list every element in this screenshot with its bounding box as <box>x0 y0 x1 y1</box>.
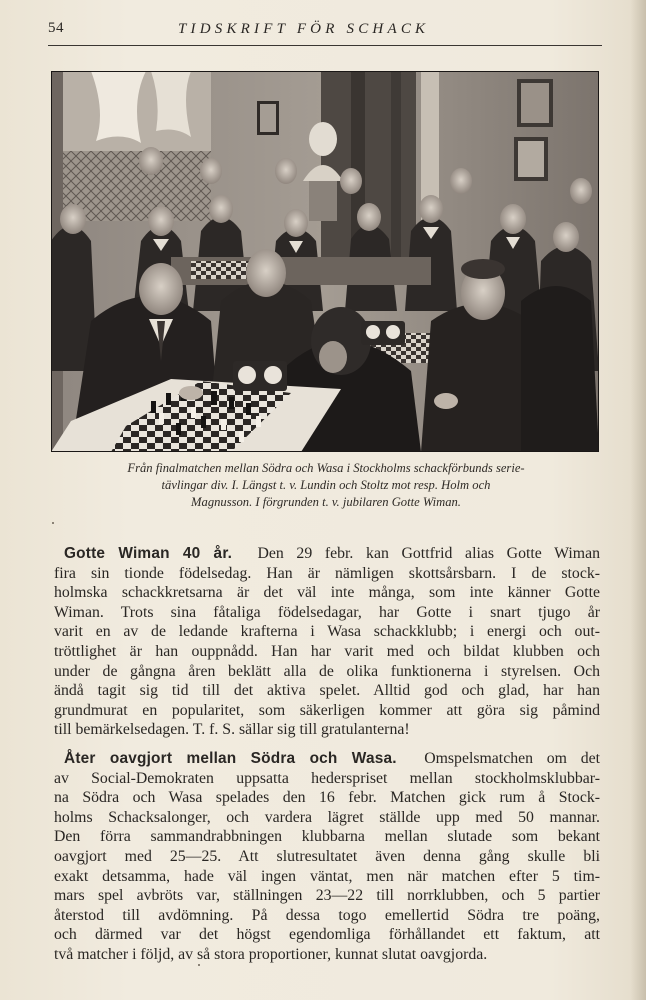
article-line: na Södra och Wasa spelades den 16 febr. Matchen gick rum å Stock- <box>54 789 600 807</box>
article-line <box>64 749 600 769</box>
running-head: TIDSKRIFT FÖR SCHACK <box>178 21 430 37</box>
article-gotte-wiman <box>54 544 600 740</box>
article-line: tröttlighet är han ouppnådd. Han har varit med och bildat klubben och <box>54 642 600 660</box>
article-line: Wiman. Trots sina fåtaliga födelsedagar, har Gotte i snart tjugo år <box>54 603 600 621</box>
article-text: Omspelsmatchen om det <box>424 749 600 767</box>
article-line: holms Schacksalonger, och vardera lägret ställde upp med 50 mannar. <box>54 808 600 826</box>
article-sodra-wasa <box>54 749 600 965</box>
article-headline: Åter oavgjort mellan Södra och Wasa. <box>64 749 397 767</box>
article-line: holmska schackkretsarna är det väl inte många, som inte känner Gotte <box>54 584 600 602</box>
article-line: oavgjort med 25—25. Att slutresultatet även denna gång skulle bli <box>54 847 600 865</box>
page-edge-shadow <box>630 0 646 1000</box>
article-line: Den förra sammandrabbningen klubbarna mellan slutade som bekant <box>54 828 600 846</box>
article-line: varit en av de ledande krafterna i Wasa schackklubb; i energi och out- <box>54 623 600 641</box>
article-line: och därmed var det högst egendomliga förhållandet ett faktum, att <box>54 926 600 944</box>
article-line: ändå tagit sig tid till det aktiva spelet. Alltid god och glad, har han <box>54 682 600 700</box>
article-headline: Gotte Wiman 40 år. <box>64 545 233 562</box>
caption-line: Magnusson. I förgrunden t. v. jubilaren Gotte Wiman. <box>191 495 461 509</box>
article-line: av Social-Demokraten uppsatta hederspriset mellan stockholmsklubbar- <box>54 769 600 787</box>
article-line: fira sin tionde födelsedag. Han är nämligen skottsårsbarn. I de stock- <box>54 564 600 582</box>
article-line: mars spel avbröts var, ställningen 23—22 till norrklubben, och 5 partier <box>54 887 600 905</box>
article-line: grundmurat en popularitet, som säkerligen kommer att göra sig påmind <box>54 701 600 719</box>
article-text: Den 29 febr. kan Gottfrid alias Gotte Wiman <box>257 545 600 562</box>
article-line: exakt detsamma, hade väl ingen väntat, men när matchen efter 5 tim- <box>54 867 600 885</box>
article-line: till bemärkelsedagen. T. f. S. sällar sig till gratulanterna! <box>54 721 410 739</box>
caption-line: tävlingar div. I. Längst t. v. Lundin och Stoltz mot resp. Holm och <box>161 478 491 492</box>
article-line: under de gångna åren beklätt alla de olika funktionerna i styrelsen. Och <box>54 662 600 680</box>
photo-caption <box>48 460 604 511</box>
paper-fleck <box>52 522 54 524</box>
page-number: 54 <box>48 20 64 36</box>
paper-fleck <box>198 964 200 966</box>
article-body <box>54 544 600 973</box>
article-line <box>64 544 600 564</box>
article-line: återstod till avdömning. På dessa togo emellertid Södra tre poäng, <box>54 906 600 924</box>
article-line: två matcher i följd, av så stora proportioner, kunnat slutat oavgjorda. <box>54 945 488 963</box>
chess-match-photo <box>51 71 599 452</box>
page-header <box>0 0 646 52</box>
header-rule <box>48 45 602 46</box>
caption-line: Från finalmatchen mellan Södra och Wasa i Stockholms schackförbunds serie- <box>127 461 525 475</box>
